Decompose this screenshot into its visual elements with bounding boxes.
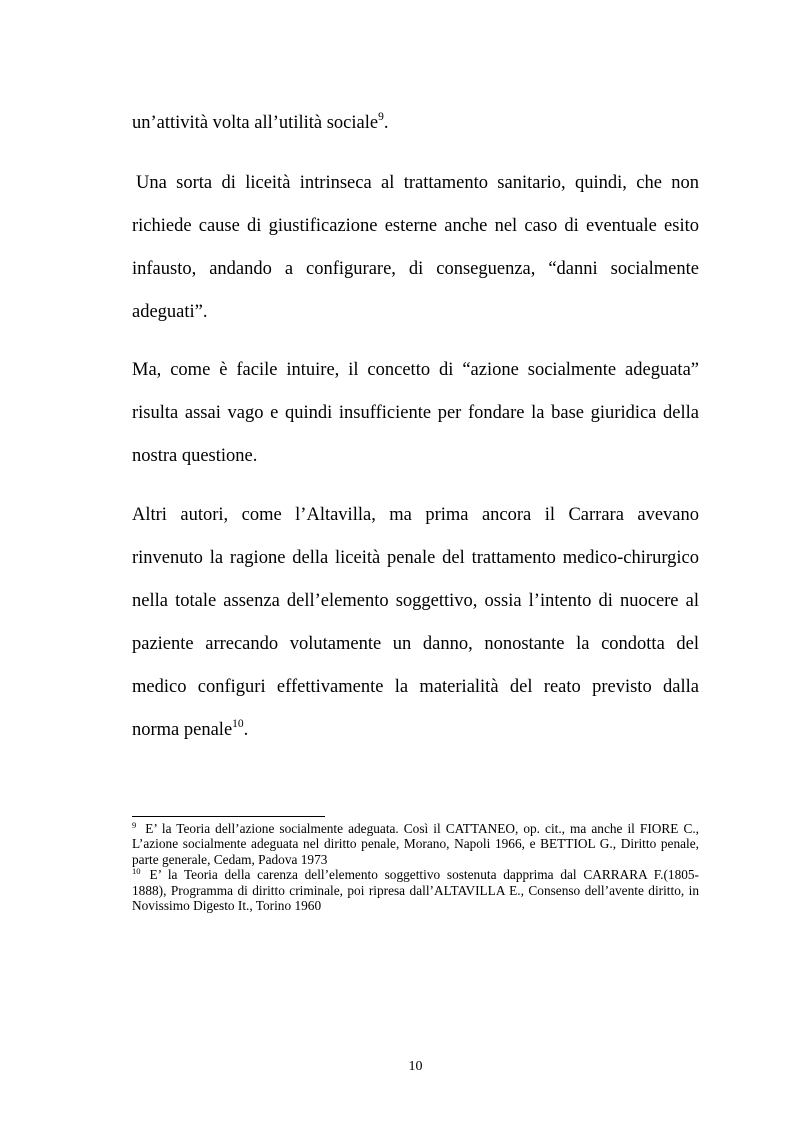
body-line: Ma, come è facile intuire, il concetto di “azione socialmente adeguata” [132, 360, 699, 380]
footnote-number: 10 [132, 866, 141, 877]
footnote-separator [132, 816, 325, 817]
body-line: adeguati”. [132, 302, 208, 322]
body-line-tail: . [243, 720, 249, 740]
body-line: medico configuri effettivamente la materialità del reato previsto dalla [132, 677, 699, 697]
paragraph [132, 349, 699, 478]
footnote-line: Novissimo Digesto It., Torino 1960 [132, 897, 322, 913]
body-line: richiede cause di giustificazione esterne anche nel caso di eventuale esito [132, 216, 699, 236]
footnote-line-text: E’ la Teoria della carenza dell’elemento soggettivo sostenuta dapprima dal CARRARA F.(1805- [149, 867, 699, 883]
paragraph [132, 494, 699, 752]
body-line: infausto, andando a configurare, di conseguenza, “danni socialmente [132, 259, 699, 279]
body-line: Altri autori, come l’Altavilla, ma prima ancora il Carrara avevano [132, 505, 699, 525]
paragraph-continuation [132, 102, 699, 145]
footnotes [132, 821, 699, 913]
body-line: Una sorta di liceità intrinseca al trattamento sanitario, quindi, che non [136, 173, 699, 193]
footnote-line: parte generale, Cedam, Padova 1973 [132, 851, 328, 867]
body-line [132, 102, 699, 145]
body-line: paziente arrecando volutamente un danno, nonostante la condotta del [132, 634, 699, 654]
footnote-reference: 10 [232, 718, 244, 730]
footnote-line [132, 867, 699, 882]
body-line: nostra questione. [132, 446, 258, 466]
footnote-line-text: E’ la Teoria dell’azione socialmente adeguata. Così il CATTANEO, op. cit., ma anche il FIORE C., [145, 821, 699, 836]
paragraph [132, 162, 699, 334]
body-line-tail: . [383, 113, 389, 133]
body-line: risulta assai vago e quindi insufficiente per fondare la base giuridica della [132, 403, 699, 423]
body-line-text: norma penale [132, 720, 233, 740]
body-line: nella totale assenza dell’elemento soggettivo, ossia l’intento di nuocere al [132, 591, 699, 611]
body-line-text: un’attività volta all’utilità sociale [132, 113, 379, 133]
footnote-line: 1888), Programma di diritto criminale, poi ripresa dall’ALTAVILLA E., Consenso dell’avente diritto, in [132, 882, 699, 898]
footnote-10 [132, 867, 699, 913]
footnote-9 [132, 821, 699, 867]
body-line: rinvenuto la ragione della liceità penale del trattamento medico-chirurgico [132, 548, 699, 568]
footnote-number: 9 [132, 820, 137, 830]
footnote-line [132, 821, 699, 836]
page-number: 10 [408, 1059, 423, 1074]
body-line [132, 709, 699, 752]
footnote-reference: 9 [378, 111, 384, 123]
footnote-line: L’azione socialmente adeguata nel diritto penale, Morano, Napoli 1966, e BETTIOL G., Diritto penale, [132, 836, 699, 852]
